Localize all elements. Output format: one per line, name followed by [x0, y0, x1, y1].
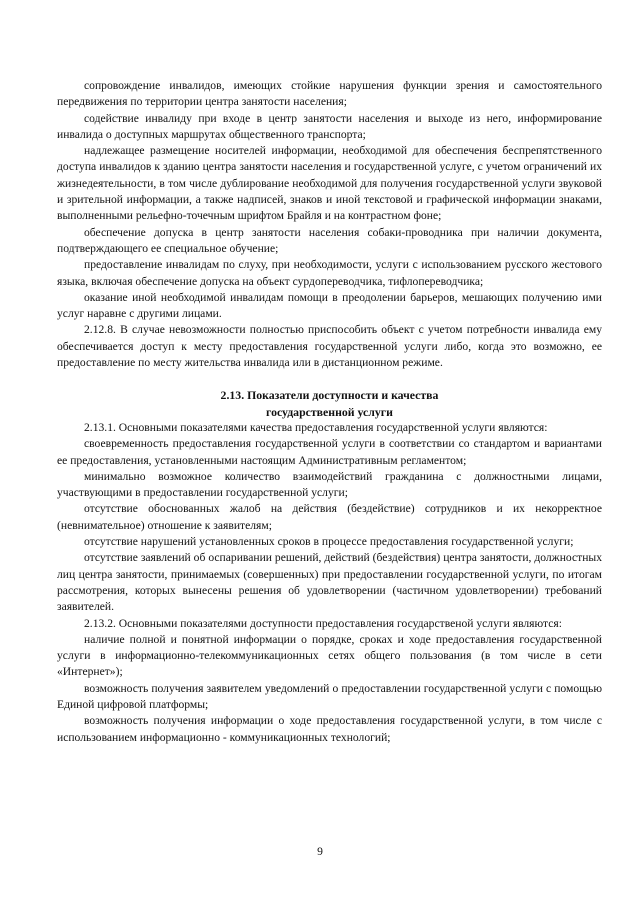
- paragraph: 2.13.1. Основными показателями качества предоставления государственной услуги являются:: [84, 420, 548, 434]
- paragraph: сопровождение инвалидов, имеющих стойкие нарушения функции зрения и самостоятельного передвижения по территории центра занятости населения;: [57, 79, 602, 109]
- paragraph: отсутствие обоснованных жалоб на действия (бездействие) сотрудников и их некорректное (невнимательное) отношение к заявителям;: [57, 502, 602, 532]
- paragraph: минимально возможное количество взаимодействий гражданина с должностными лицами, участвующими в предоставлении государственной услуги;: [57, 469, 602, 500]
- paragraph: надлежащее размещение носителей информации, необходимой для обеспечения беспрепятственного доступа инвалидов к зданию центра занятости населения и государственной услуге, с учетом ограничений их жизнедеятельности, в том числе дублирование необходимой для получения государственной услуги звуковой и зрительной информации, а также надписей, знаков и иной текстовой и графической информации знаками, выполненными рельефно-точечным шрифтом Брайля и на контрастном фоне;: [57, 144, 602, 223]
- section-heading-line2: государственной услуги: [266, 404, 393, 419]
- spacer: [57, 371, 602, 387]
- paragraph: возможность получения информации о ходе предоставления государственной услуги, в том числе с использованием информационно - коммуникационных технологий;: [57, 714, 602, 744]
- paragraph: оказание иной необходимой инвалидам помощи в преодолении барьеров, мешающих получению ими услуг наравне с другими лицами.: [57, 290, 602, 321]
- paragraph: предоставление инвалидам по слуху, при необходимости, услуги с использованием русского жестового языка, включая обеспечение допуска на объект сурдопереводчика, тифлопереводчика;: [57, 258, 602, 288]
- paragraph: обеспечение допуска в центр занятости населения собаки-проводника при наличии документа, подтверждающего ее специальное обучение;: [57, 225, 602, 255]
- page-number: 9: [317, 845, 323, 858]
- paragraph: 2.13.2. Основными показателями доступности предоставления государственой услуги являются:: [84, 616, 562, 630]
- page-body: [57, 78, 602, 746]
- section-heading-line1: 2.13. Показатели доступности и качества: [220, 388, 439, 403]
- paragraph: 2.12.8. В случае невозможности полностью приспособить объект с учетом потребности инвалида ему обеспечивается доступ к месту предоставления государственной услуги либо, когда это возможно, ее предоставление по месту жительства инвалида или в дистанционном режиме.: [57, 323, 602, 370]
- paragraph: возможность получения заявителем уведомлений о предоставлении государственной услуги с помощью Единой цифровой платформы;: [57, 681, 602, 711]
- paragraph: отсутствие заявлений об оспаривании решений, действий (бездействия) центра занятости, должностных лиц центра занятости, принимаемых (совершенных) при предоставлении государственной услуги, по итогам рассмотрения, которых вынесены решения об удовлетворении (частичном удовлетворении) требований заявителей.: [57, 551, 602, 614]
- paragraph: отсутствие нарушений установленных сроков в процессе предоставления государственной услуги;: [84, 535, 574, 549]
- paragraph: наличие полной и понятной информации о порядке, сроках и ходе предоставления государственной услуги в информационно-телекоммуникационных сетях общего пользования (в том числе в сети «Интернет»);: [57, 632, 602, 679]
- paragraph: содействие инвалиду при входе в центр занятости населения и выходе из него, информирование инвалида о доступных маршрутах общественного транспорта;: [57, 111, 602, 141]
- paragraph: своевременность предоставления государственной услуги в соответствии со стандартом и вариантами ее предоставления, установленными настоящим Административным регламентом;: [57, 437, 602, 467]
